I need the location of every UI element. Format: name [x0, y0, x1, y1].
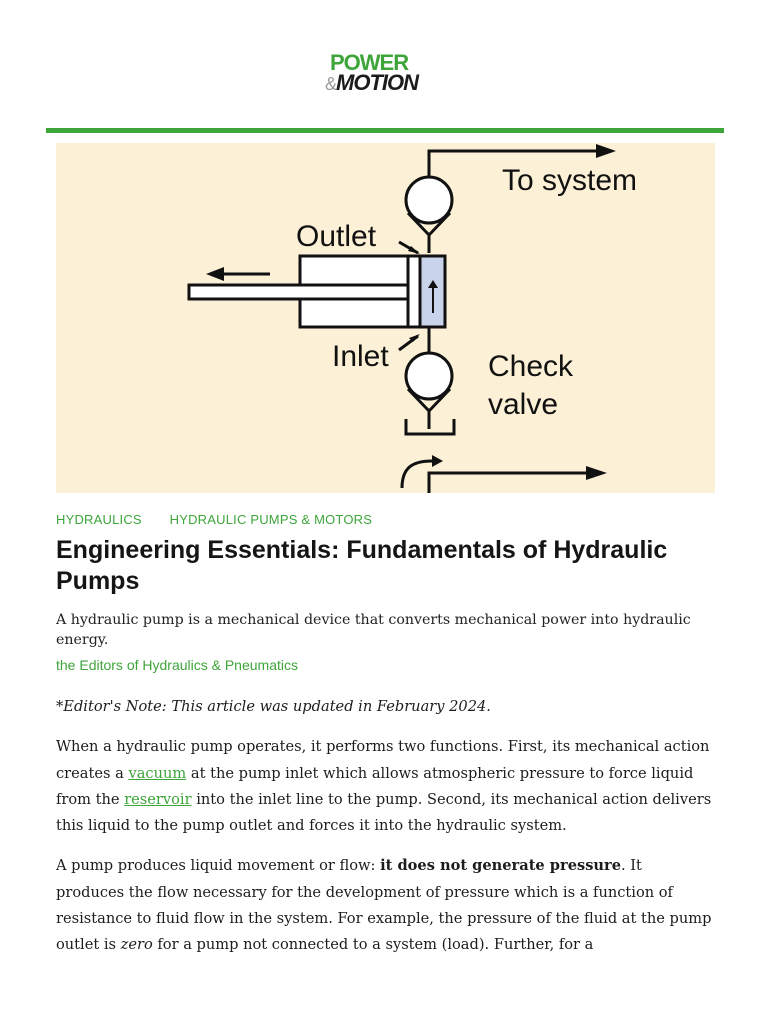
header-divider — [46, 128, 724, 133]
logo-line-1: POWER — [330, 50, 409, 75]
article-body — [56, 694, 712, 973]
article-summary: A hydraulic pump is a mechanical device that converts mechanical power into hydraulic energy. — [56, 612, 691, 648]
p2-emphasis: zero — [120, 936, 153, 954]
vacuum-link[interactable]: vacuum — [128, 764, 187, 782]
p1-text-3: into the inlet line to the pump. Second, its mechanical action delivers this liquid to the pump outlet and forces it into the hydraulic system. — [56, 790, 712, 835]
article-title: Engineering Essentials: Fundamentals of Hydraulic Pumps — [56, 536, 668, 595]
p2-text-1: A pump produces liquid movement or flow: — [56, 857, 381, 875]
reservoir-link[interactable]: reservoir — [124, 790, 192, 808]
p2-text-2: . It produces the flow necessary for the development of pressure which is a function of resistance to fluid flow in the system. For example, the pressure of the fluid at the pump outlet is — [56, 857, 712, 954]
power-motion-logo[interactable] — [325, 52, 450, 98]
p1-text-2: at the pump inlet which allows atmospheric pressure to force liquid from the — [56, 764, 694, 808]
category-hydraulic-pumps-motors-link[interactable]: HYDRAULIC PUMPS & MOTORS — [169, 512, 373, 527]
editors-note: *Editor's Note: This article was updated in February 2024. — [56, 698, 491, 715]
label-check-valve-line1: Check — [488, 350, 574, 383]
paragraph-1 — [56, 734, 712, 839]
label-check-valve-line2: valve — [488, 388, 559, 421]
label-outlet: Outlet — [296, 220, 377, 253]
site-header — [0, 0, 768, 132]
p2-bold: it does not generate pressure — [380, 857, 621, 875]
label-to-system: To system — [502, 164, 638, 197]
label-inlet: Inlet — [332, 340, 389, 373]
category-hydraulics-link[interactable]: HYDRAULICS — [56, 512, 142, 527]
logo-motion: MOTION — [336, 70, 419, 95]
pump-diagram — [56, 143, 715, 493]
paragraph-2 — [56, 853, 712, 958]
logo-line-2 — [325, 72, 418, 95]
p1-text-1: When a hydraulic pump operates, it performs two functions. First, its mechanical action creates a — [56, 738, 710, 782]
p2-text-3: for a pump not connected to a system (load). Further, for a — [152, 936, 594, 954]
category-tags — [56, 512, 396, 527]
hero-diagram — [56, 143, 715, 493]
logo-ampersand: & — [325, 74, 337, 94]
author-link[interactable]: the Editors of Hydraulics & Pneumatics — [56, 657, 298, 673]
